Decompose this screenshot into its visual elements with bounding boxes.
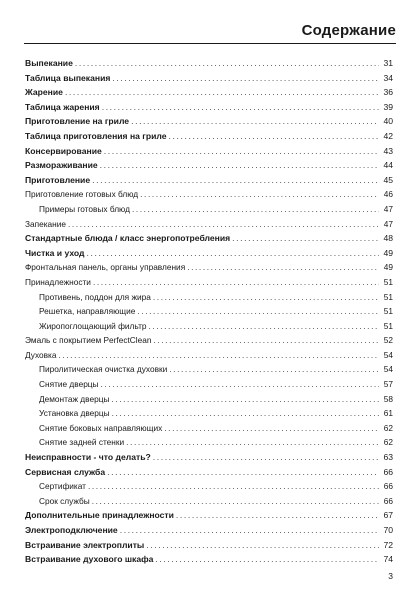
toc-leader-dots — [100, 158, 379, 173]
toc-entry-title: Примеры готовых блюд — [39, 203, 130, 214]
toc-entry[interactable] — [25, 392, 393, 407]
toc-entry[interactable] — [25, 187, 393, 202]
toc-leader-dots — [120, 523, 379, 538]
toc-leader-dots — [112, 71, 379, 86]
toc-leader-dots — [112, 406, 379, 421]
toc-entry-title: Запекание — [25, 218, 66, 229]
toc-entry-title: Эмаль с покрытием PerfectClean — [25, 335, 152, 346]
toc-entry-page: 66 — [383, 495, 393, 506]
toc-leader-dots — [104, 144, 379, 159]
toc-entry[interactable] — [25, 275, 393, 290]
toc-leader-dots — [232, 231, 379, 246]
toc-entry-title: Стандартные блюда / класс энергопотребления — [25, 233, 231, 244]
toc-entry[interactable] — [25, 129, 393, 144]
toc-leader-dots — [93, 275, 379, 290]
toc-leader-dots — [153, 450, 379, 465]
toc-entry[interactable] — [25, 158, 393, 173]
toc-leader-dots — [92, 173, 379, 188]
toc-entry-title: Таблица приготовления на гриле — [25, 130, 167, 141]
toc-entry[interactable] — [25, 494, 393, 509]
toc-leader-dots — [132, 202, 379, 217]
toc-entry-page: 51 — [383, 306, 393, 317]
toc-leader-dots — [92, 494, 379, 509]
toc-entry-page: 63 — [383, 452, 393, 463]
toc-entry[interactable] — [25, 231, 393, 246]
toc-entry-page: 34 — [383, 72, 393, 83]
toc-entry[interactable] — [25, 435, 393, 450]
toc-entry-title: Демонтаж дверцы — [39, 393, 110, 404]
toc-entry[interactable] — [25, 56, 393, 71]
toc-entry-page: 39 — [383, 101, 393, 112]
toc-leader-dots — [187, 260, 379, 275]
toc-entry-title: Духовка — [25, 349, 57, 360]
toc-entry-title: Жарение — [25, 87, 63, 98]
toc-entry[interactable] — [25, 465, 393, 480]
toc-entry-page: 70 — [383, 525, 393, 535]
toc-entry[interactable] — [25, 217, 393, 232]
toc-entry-page: 74 — [383, 554, 393, 565]
toc-leader-dots — [146, 538, 379, 553]
toc-entry-page: 47 — [383, 218, 393, 229]
toc-entry-page: 54 — [383, 364, 393, 375]
toc-leader-dots — [153, 333, 379, 348]
toc-entry-title: Принадлежности — [25, 276, 91, 287]
toc-entry[interactable] — [25, 71, 393, 86]
toc-leader-dots — [75, 56, 379, 71]
toc-entry-page: 49 — [383, 262, 393, 273]
toc-entry-page: 43 — [383, 145, 393, 156]
toc-entry-title: Снятие дверцы — [39, 379, 99, 390]
toc-leader-dots — [111, 392, 379, 407]
toc-entry-page: 51 — [383, 276, 393, 287]
toc-entry-title: Консервирование — [25, 145, 102, 156]
toc-leader-dots — [102, 100, 379, 115]
toc-entry-title: Решетка, направляющие — [39, 306, 136, 317]
toc-entry-page: 52 — [383, 335, 393, 346]
toc-entry[interactable] — [25, 479, 393, 494]
toc-entry-title: Приготовление на гриле — [25, 116, 130, 127]
toc-entry[interactable] — [25, 538, 393, 553]
toc-entry-title: Пиролитическая очистка духовки — [39, 364, 168, 375]
toc-leader-dots — [126, 435, 379, 450]
toc-leader-dots — [153, 290, 379, 305]
toc-entry[interactable] — [25, 304, 393, 319]
toc-entry[interactable] — [25, 333, 393, 348]
toc-entry[interactable] — [25, 246, 393, 261]
toc-entry-title: Выпекание — [25, 58, 73, 68]
toc-entry-page: 62 — [383, 437, 393, 448]
toc-entry-title: Снятие задней стенки — [39, 437, 125, 448]
toc-leader-dots — [140, 187, 379, 202]
toc-entry-title: Таблица выпекания — [25, 72, 111, 83]
toc-entry[interactable] — [25, 114, 393, 129]
toc-leader-dots — [169, 362, 379, 377]
toc-entry-page: 47 — [383, 203, 393, 214]
toc-entry[interactable] — [25, 319, 393, 334]
toc-entry-page: 61 — [383, 408, 393, 419]
toc-entry-title: Установка дверцы — [39, 408, 110, 419]
toc-entry-page: 51 — [383, 291, 393, 302]
toc-entry[interactable] — [25, 348, 393, 363]
toc-leader-dots — [148, 319, 379, 334]
toc-leader-dots — [68, 217, 379, 232]
toc-entry[interactable] — [25, 362, 393, 377]
toc-entry[interactable] — [25, 552, 393, 567]
toc-leader-dots — [65, 85, 379, 100]
toc-leader-dots — [131, 114, 379, 129]
toc-entry-page: 36 — [383, 87, 393, 98]
toc-entry-page: 31 — [383, 58, 393, 68]
toc-entry-page: 57 — [383, 379, 393, 390]
toc-entry-page: 40 — [383, 116, 393, 127]
toc-entry[interactable] — [25, 450, 393, 465]
toc-entry[interactable] — [25, 406, 393, 421]
page-title: Содержание — [301, 22, 396, 39]
toc-leader-dots — [87, 246, 380, 261]
toc-entry-title: Дополнительные принадлежности — [25, 510, 174, 521]
toc-entry-title: Приготовление готовых блюд — [25, 189, 139, 200]
toc-entry[interactable] — [25, 523, 393, 538]
toc-entry-title: Приготовление — [25, 174, 91, 185]
toc-entry-page: 44 — [383, 160, 393, 171]
toc-entry-title: Встраивание электроплиты — [25, 539, 145, 550]
toc-entry-title: Жиропоглощающий фильтр — [39, 320, 147, 331]
toc-entry-page: 58 — [383, 393, 393, 404]
toc-entry-page: 46 — [383, 189, 393, 200]
toc-leader-dots — [176, 508, 379, 523]
toc-entry[interactable] — [25, 260, 393, 275]
toc-entry-title: Сервисная служба — [25, 466, 106, 477]
toc-entry-title: Срок службы — [39, 495, 90, 506]
toc-entry-title: Неисправности - что делать? — [25, 452, 151, 463]
toc-entry-title: Таблица жарения — [25, 101, 100, 112]
table-of-contents — [25, 56, 393, 567]
toc-entry-page: 62 — [383, 422, 393, 433]
toc-entry-title: Встраивание духового шкафа — [25, 554, 154, 565]
toc-entry[interactable] — [25, 173, 393, 188]
toc-entry-page: 49 — [383, 247, 393, 258]
toc-entry[interactable] — [25, 421, 393, 436]
toc-entry-page: 54 — [383, 349, 393, 360]
toc-entry-page: 45 — [383, 174, 393, 185]
page-number: 3 — [388, 571, 393, 581]
toc-entry-title: Снятие боковых направляющих — [39, 422, 163, 433]
toc-leader-dots — [155, 552, 379, 567]
toc-entry-page: 51 — [383, 320, 393, 331]
toc-entry-title: Фронтальная панель, органы управления — [25, 262, 186, 273]
toc-entry[interactable] — [25, 508, 393, 523]
toc-entry-title: Противень, поддон для жира — [39, 291, 151, 302]
toc-entry-page: 48 — [383, 233, 393, 244]
toc-entry-title: Размораживание — [25, 160, 98, 171]
toc-leader-dots — [137, 304, 379, 319]
toc-entry[interactable] — [25, 377, 393, 392]
toc-leader-dots — [88, 479, 379, 494]
header-divider — [24, 43, 396, 44]
toc-entry[interactable] — [25, 144, 393, 159]
toc-leader-dots — [107, 465, 379, 480]
toc-entry-title: Чистка и уход — [25, 247, 85, 258]
toc-entry-page: 42 — [383, 130, 393, 141]
toc-entry-page: 72 — [383, 539, 393, 550]
toc-entry-page: 66 — [383, 481, 393, 492]
toc-entry-title: Сертификат — [39, 481, 86, 492]
toc-entry-page: 67 — [383, 510, 393, 521]
toc-entry[interactable] — [25, 290, 393, 305]
toc-entry[interactable] — [25, 100, 393, 115]
toc-entry[interactable] — [25, 202, 393, 217]
toc-leader-dots — [58, 348, 379, 363]
toc-entry-page: 66 — [383, 466, 393, 477]
toc-leader-dots — [164, 421, 379, 436]
toc-leader-dots — [169, 129, 379, 144]
toc-entry[interactable] — [25, 85, 393, 100]
toc-entry-title: Электроподключение — [25, 525, 118, 535]
toc-leader-dots — [101, 377, 379, 392]
